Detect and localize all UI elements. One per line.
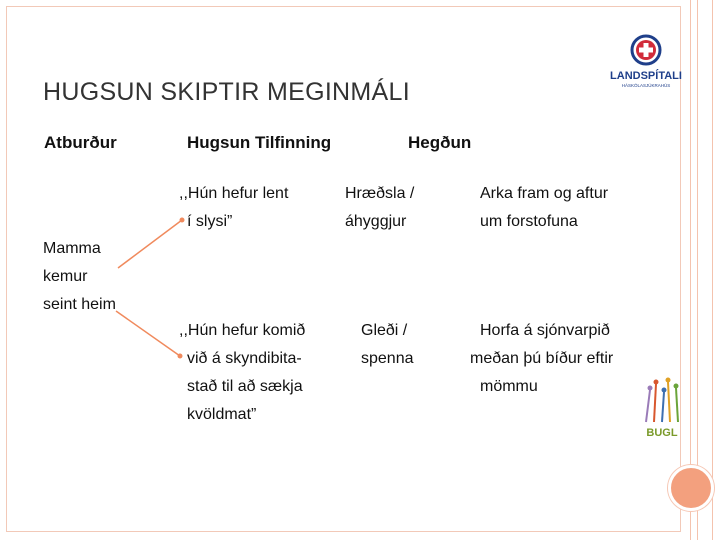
header-behavior: Hegðun bbox=[408, 133, 472, 152]
row1-thought-line: í slysi” bbox=[187, 213, 233, 230]
row2-thought-line: kvöldmat” bbox=[187, 406, 257, 423]
event-line: Mamma bbox=[43, 240, 101, 257]
slide-title: HUGSUN SKIPTIR MEGINMÁLI bbox=[43, 78, 410, 106]
row2-thought-line: stað til að sækja bbox=[187, 378, 303, 395]
bugl-logo bbox=[638, 376, 686, 442]
row2-feeling-line: spenna bbox=[361, 350, 414, 367]
row2-behavior-line: Horfa á sjónvarpið bbox=[480, 322, 610, 339]
event-line: seint heim bbox=[43, 296, 116, 313]
svg-text:HÁSKÓLASJÚKRAHÚS: HÁSKÓLASJÚKRAHÚS bbox=[621, 83, 671, 88]
row2-thought-line: við á skyndibita- bbox=[187, 350, 302, 367]
row1-thought-line: ,,Hún hefur lent bbox=[179, 185, 289, 202]
header-event: Atburður bbox=[44, 133, 117, 152]
row1-feeling-line: Hræðsla / bbox=[345, 185, 415, 202]
row2-feeling-line: Gleði / bbox=[361, 322, 408, 339]
row1-behavior-line: Arka fram og aftur bbox=[480, 185, 609, 202]
row2-behavior-line: meðan þú bíður eftir bbox=[470, 350, 614, 367]
row2-thought-line: ,,Hún hefur komið bbox=[179, 322, 306, 339]
header-thought-feeling: Hugsun Tilfinning bbox=[187, 133, 332, 152]
row2-behavior-line: mömmu bbox=[480, 378, 538, 395]
row1-behavior-line: um forstofuna bbox=[480, 213, 578, 230]
svg-text:BUGL: BUGL bbox=[646, 427, 678, 439]
event-line: kemur bbox=[43, 268, 88, 285]
row1-feeling-line: áhyggjur bbox=[345, 213, 407, 230]
svg-text:LANDSPÍTALI: LANDSPÍTALI bbox=[610, 70, 682, 82]
